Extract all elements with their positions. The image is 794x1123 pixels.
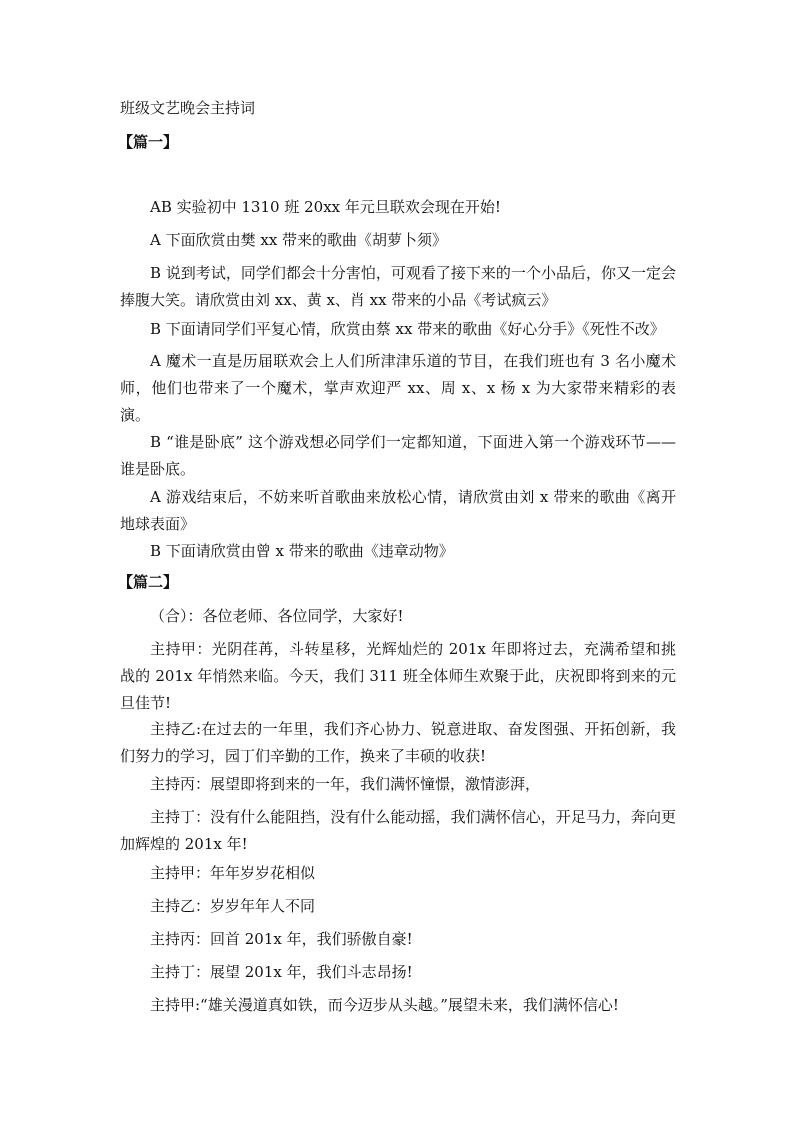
section-heading-1: 【篇一】: [118, 133, 179, 151]
paragraph: B “谁是卧底” 这个游戏想必同学们一定都知道，下面进入第一个游戏环节——谁是卧底。: [120, 433, 676, 478]
section-heading-2: 【篇二】: [118, 573, 179, 591]
paragraph: A 游戏结束后，不妨来听首歌曲来放松心情，请欣赏由刘 x 带来的歌曲《离开地球表面》: [120, 488, 676, 533]
paragraph: A 下面欣赏由樊 xx 带来的歌曲《胡萝卜须》: [150, 231, 448, 249]
paragraph: 主持丙：回首 201x 年，我们骄傲自豪!: [150, 930, 413, 948]
paragraph: A 魔术一直是历届联欢会上人们所津津乐道的节目，在我们班也有 3 名小魔术师，他们也带来了一个魔术，掌声欢迎严 xx、周 x、x 杨 x 为大家带来精彩的表演。: [120, 352, 676, 424]
paragraph: 主持丁：没有什么能阻挡，没有什么能动摇，我们满怀信心，开足马力，奔向更加辉煌的 201x 年!: [120, 808, 676, 853]
paragraph: （合）：各位老师、各位同学，大家好!: [150, 607, 404, 625]
paragraph: 主持丁：展望 201x 年，我们斗志昂扬!: [150, 963, 413, 981]
paragraph: B 下面请同学们平复心情，欣赏由蔡 xx 带来的歌曲《好心分手》《死性不改》: [150, 320, 665, 338]
paragraph: 主持甲:“雄关漫道真如铁，而今迈步从头越。”展望未来，我们满怀信心!: [150, 996, 619, 1014]
document-title: 班级文艺晚会主持词: [120, 99, 256, 117]
paragraph: 主持乙:在过去的一年里，我们齐心协力、锐意进取、奋发图强、开拓创新，我们努力的学习，园丁们辛勤的工作，换来了丰硕的收获!: [120, 720, 676, 765]
paragraph: 主持乙：岁岁年年人不同: [150, 897, 316, 915]
paragraph: AB 实验初中 1310 班 20xx 年元旦联欢会现在开始!: [150, 198, 501, 216]
paragraph: B 下面请欣赏由曾 x 带来的歌曲《违章动物》: [150, 542, 454, 560]
paragraph: B 说到考试，同学们都会十分害怕，可观看了接下来的一个小品后，你又一定会捧腹大笑。请欣赏由刘 xx、黄 x、肖 xx 带来的小品《考试疯云》: [120, 264, 676, 309]
paragraph: 主持甲：光阴荏苒，斗转星移，光辉灿烂的 201x 年即将过去，充满希望和挑战的 201x 年悄然来临。今天，我们 311 班全体师生欢聚于此，庆祝即将到来的元旦佳节!: [120, 640, 676, 712]
paragraph: 主持丙：展望即将到来的一年，我们满怀憧憬，激情澎湃，: [150, 775, 541, 793]
paragraph: 主持甲：年年岁岁花相似: [150, 864, 316, 882]
